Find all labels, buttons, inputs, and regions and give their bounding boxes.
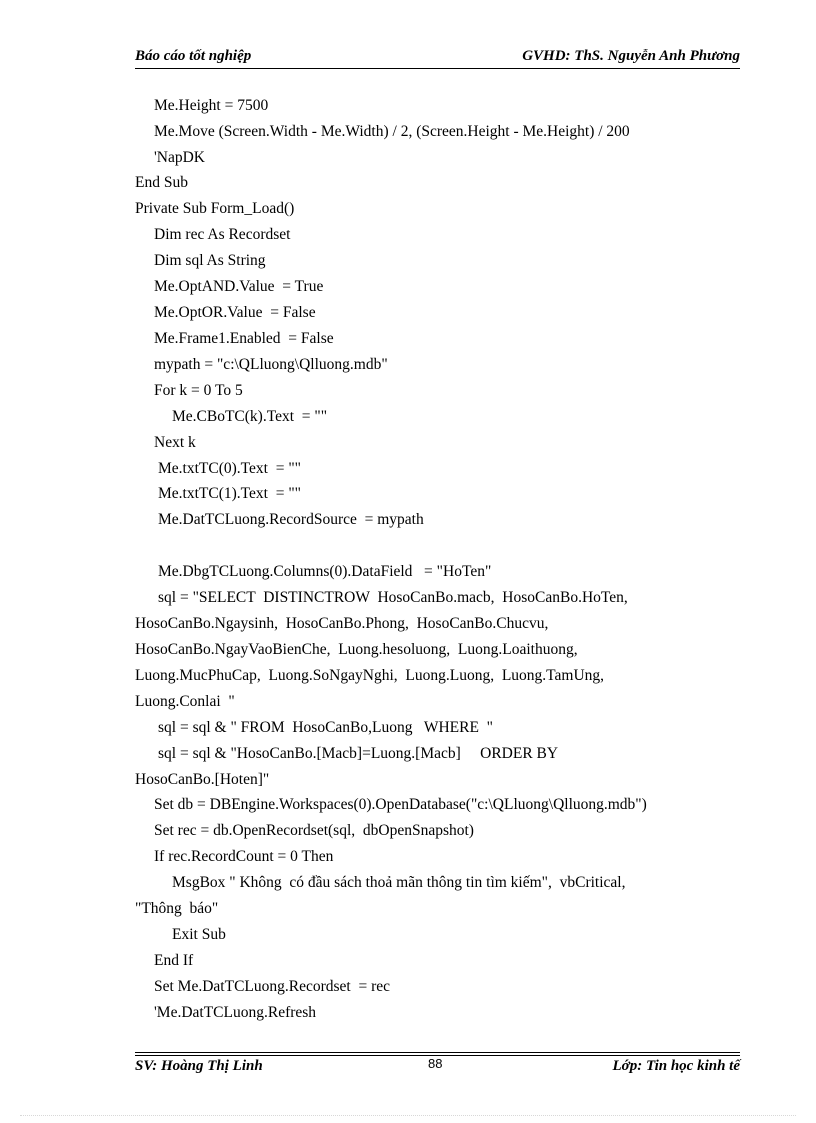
header-divider <box>135 68 740 69</box>
code-line: Dim rec As Recordset <box>154 226 291 243</box>
code-line: Me.Frame1.Enabled = False <box>154 330 334 347</box>
code-line: MsgBox " Không có đầu sách thoả mãn thông tin tìm kiếm", vbCritical, <box>172 874 626 891</box>
code-line: For k = 0 To 5 <box>154 382 243 399</box>
code-line: sql = sql & "HosoCanBo.[Macb]=Luong.[Macb] ORDER BY <box>158 745 559 762</box>
code-line: sql = "SELECT DISTINCTROW HosoCanBo.macb, HosoCanBo.HoTen, <box>158 589 628 606</box>
page-edge <box>20 1115 796 1116</box>
footer-divider <box>135 1052 740 1053</box>
code-line: If rec.RecordCount = 0 Then <box>154 848 334 865</box>
code-line: Me.OptAND.Value = True <box>154 278 324 295</box>
code-line: Set db = DBEngine.Workspaces(0).OpenDatabase("c:\QLluong\Qlluong.mdb") <box>154 796 647 813</box>
code-line: Exit Sub <box>172 926 226 943</box>
header-report-title: Báo cáo tốt nghiệp <box>135 48 252 64</box>
code-line: 'NapDK <box>154 149 206 166</box>
code-line: Set rec = db.OpenRecordset(sql, dbOpenSnapshot) <box>154 822 474 839</box>
code-line: 'Me.DatTCLuong.Refresh <box>154 1004 317 1021</box>
code-line: HosoCanBo.NgayVaoBienChe, Luong.hesoluong, Luong.Loaithuong, <box>135 641 578 658</box>
code-line: Me.Move (Screen.Width - Me.Width) / 2, (Screen.Height - Me.Height) / 200 <box>154 123 630 140</box>
code-line: Luong.MucPhuCap, Luong.SoNgayNghi, Luong.Luong, Luong.TamUng, <box>135 667 605 684</box>
code-line: HosoCanBo.[Hoten]" <box>135 771 270 788</box>
code-line: Private Sub Form_Load() <box>135 200 295 217</box>
code-line: Me.Height = 7500 <box>154 97 269 114</box>
code-line: Me.txtTC(0).Text = "" <box>158 460 301 477</box>
code-line: Me.DatTCLuong.RecordSource = mypath <box>158 511 424 528</box>
code-line: sql = sql & " FROM HosoCanBo,Luong WHERE " <box>158 719 494 736</box>
code-line: Me.CBoTC(k).Text = "" <box>172 408 328 425</box>
code-line: Me.DbgTCLuong.Columns(0).DataField = "HoTen" <box>158 563 492 580</box>
page-header <box>135 48 740 68</box>
page-number: 88 <box>428 1056 443 1071</box>
code-line: Luong.Conlai " <box>135 693 235 710</box>
code-line: End If <box>154 952 194 969</box>
code-line: Me.OptOR.Value = False <box>154 304 316 321</box>
page-footer <box>135 1056 740 1078</box>
footer-class: Lớp: Tin học kinh tế <box>612 1058 740 1074</box>
code-line: Me.txtTC(1).Text = "" <box>158 485 301 502</box>
code-line: Dim sql As String <box>154 252 266 269</box>
code-line: Next k <box>154 434 196 451</box>
code-line: "Thông báo" <box>135 900 219 917</box>
footer-student: SV: Hoàng Thị Linh <box>135 1058 263 1074</box>
code-line: mypath = "c:\QLluong\Qlluong.mdb" <box>154 356 388 373</box>
code-line: End Sub <box>135 174 188 191</box>
code-line: HosoCanBo.Ngaysinh, HosoCanBo.Phong, HosoCanBo.Chucvu, <box>135 615 549 632</box>
code-line: Set Me.DatTCLuong.Recordset = rec <box>154 978 391 995</box>
header-supervisor: GVHD: ThS. Nguyễn Anh Phương <box>522 48 740 64</box>
